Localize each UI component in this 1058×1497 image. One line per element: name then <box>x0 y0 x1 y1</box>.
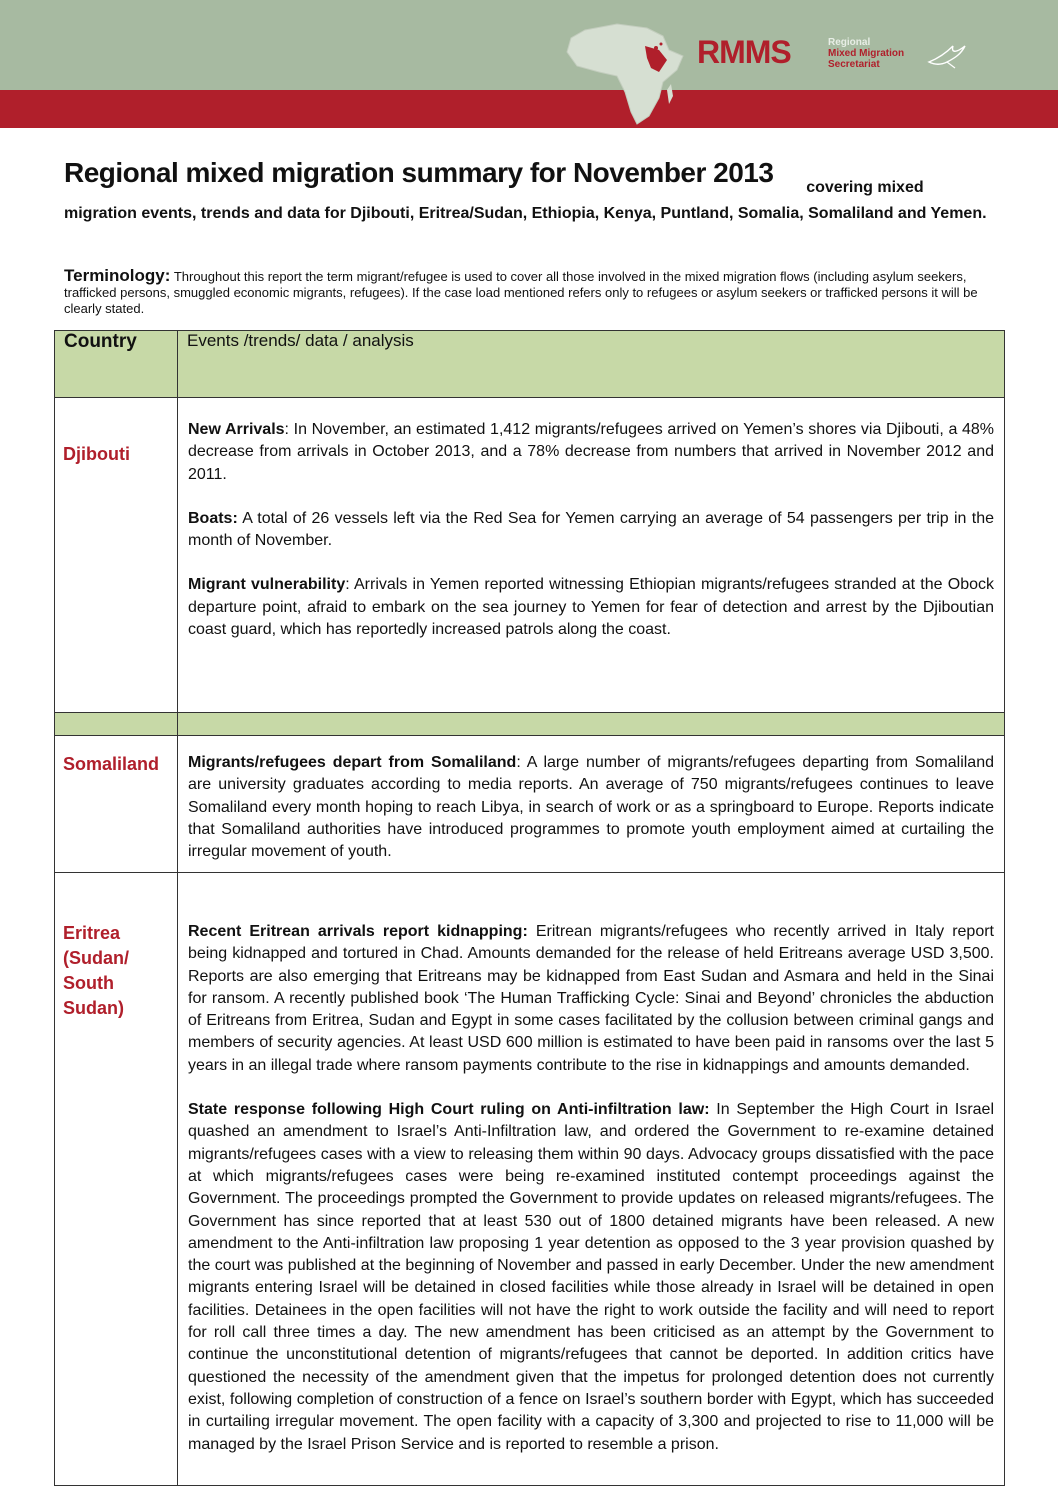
header-country: Country <box>55 331 178 398</box>
country-eritrea: Eritrea (Sudan/ South Sudan) <box>55 873 178 1486</box>
table-header-row <box>55 331 1005 398</box>
header-banner-red <box>0 90 1058 128</box>
terminology-label: Terminology: <box>64 266 171 285</box>
events-djibouti: New Arrivals: In November, an estimated 1,412 migrants/refugees arrived on Yemen’s shores via Djibouti, a 48% decrease from arrivals in October 2013, and a 78% decrease from numbers that arrived in November 2012 and 2011. Boats: A total of 26 vessels left via the Red Sea for Yemen carrying an average of 54 passengers per trip in the month of November. Migrant vulnerability: Arrivals in Yemen reported witnessing Ethiopian migrants/refugees stranded at the Obock departure point, afraid to embark on the sea journey to Yemen for fear of detection and arrest by the Djiboutian coast guard, which has reportedly increased patrols along the coast. <box>178 398 1005 713</box>
rmms-logo: RMMS <box>697 34 791 70</box>
events-eritrea: Recent Eritrean arrivals report kidnapping: Eritrean migrants/refugees who recently arrived in Italy report being kidnapped and tortured in Chad. Amounts demanded for the release of held Eritreans average USD 3,500. Reports are also emerging that Eritreans may be kidnapped from East Sudan and Asmara and held in the Sinai for ransom. A recently published book ‘The Human Trafficking Cycle: Sinai and Beyond’ chronicles the abduction of Eritreans from Eritrea, Sudan and Egypt in some cases facilitated by the collusion between criminal gangs and members of security agencies. At least USD 600 million is estimated to have been paid in ransoms over the last 5 years in an illegal trade where ransom payments contribute to the rise in kidnappings and amounts demanded. State response following High Court ruling on Anti-infiltration law: In September the High Court in Israel quashed an amendment to Israel’s Anti-Infiltration law, and ordered the Government to re-examine detained migrants/refugees cases with a view to releasing them within 90 days. Advocacy groups dissatisfied with the pace at which migrants/refugees cases were being re-examined instituted contempt proceedings against the Government. The proceedings prompted the Government to provide updates on released migrants/refugees. The Government has since reported that at least 530 out of 1800 detained migrants have been released. A new amendment to the Anti-infiltration law proposing 1 year detention as opposed to the 3 year provision quashed by the court was published at the beginning of November and passed in early December. Under the new amendment migrants entering Israel will be detained in closed facilities while those already in Israel will be detained in open facilities. Detainees in the open facilities will not have the right to work outside the facility and will need to report for roll call three times a day. The new amendment has been criticised as an attempt by the Government to continue the unconstitutional detention of migrants/refugees that cannot be deported. In addition critics have questioned the necessity of the amendment given that the impetus for prolonged detention does not currently exist, following completion of construction of a fence on Israel’s southern border with Egypt, which has succeeded in curtailing irregular movement. The open facility with a capacity of 3,300 and projected to rise to 11,000 will be managed by the Israel Prison Service and is reported to resemble a prison. <box>178 873 1005 1486</box>
rmms-logo-subtitle: Regional Mixed Migration Secretariat <box>828 37 905 70</box>
page-title: Regional mixed migration summary for November 2013 <box>64 157 774 188</box>
table-row-djibouti <box>55 398 1005 713</box>
events-somaliland: Migrants/refugees depart from Somaliland: A large number of migrants/refugees departing from Somaliland are university graduates according to media reports. An average of 750 migrants/refugees continues to leave Somaliland every month hoping to reach Libya, in search of work or as a springboard to Europe. Reports indicate that Somaliland authorities have introduced programmes to promote youth employment aimed at curtailing the irregular movement of youth. <box>178 736 1005 873</box>
bird-icon <box>925 40 975 70</box>
table-row-somaliland <box>55 736 1005 873</box>
table-row-eritrea <box>55 873 1005 1486</box>
page-subtitle: covering mixed migration events, trends and data for Djibouti, Eritrea/Sudan, Ethiopia, Kenya, Puntland, Somalia, Somaliland and Yemen. <box>64 179 987 222</box>
header-events: Events /trends/ data / analysis <box>178 331 1005 398</box>
country-djibouti: Djibouti <box>55 398 178 713</box>
africa-map-icon <box>555 20 705 126</box>
country-somaliland: Somaliland <box>55 736 178 873</box>
table-separator-row <box>55 713 1005 736</box>
terminology-text: Throughout this report the term migrant/refugee is used to cover all those involved in the mixed migration flows (including asylum seekers, trafficked persons, smuggled economic migrants, refugees). If the case load mentioned refers only to refugees or asylum seekers or trafficked persons it will be clearly stated. <box>64 269 978 316</box>
terminology-note <box>64 268 994 317</box>
summary-table <box>54 330 1005 1486</box>
